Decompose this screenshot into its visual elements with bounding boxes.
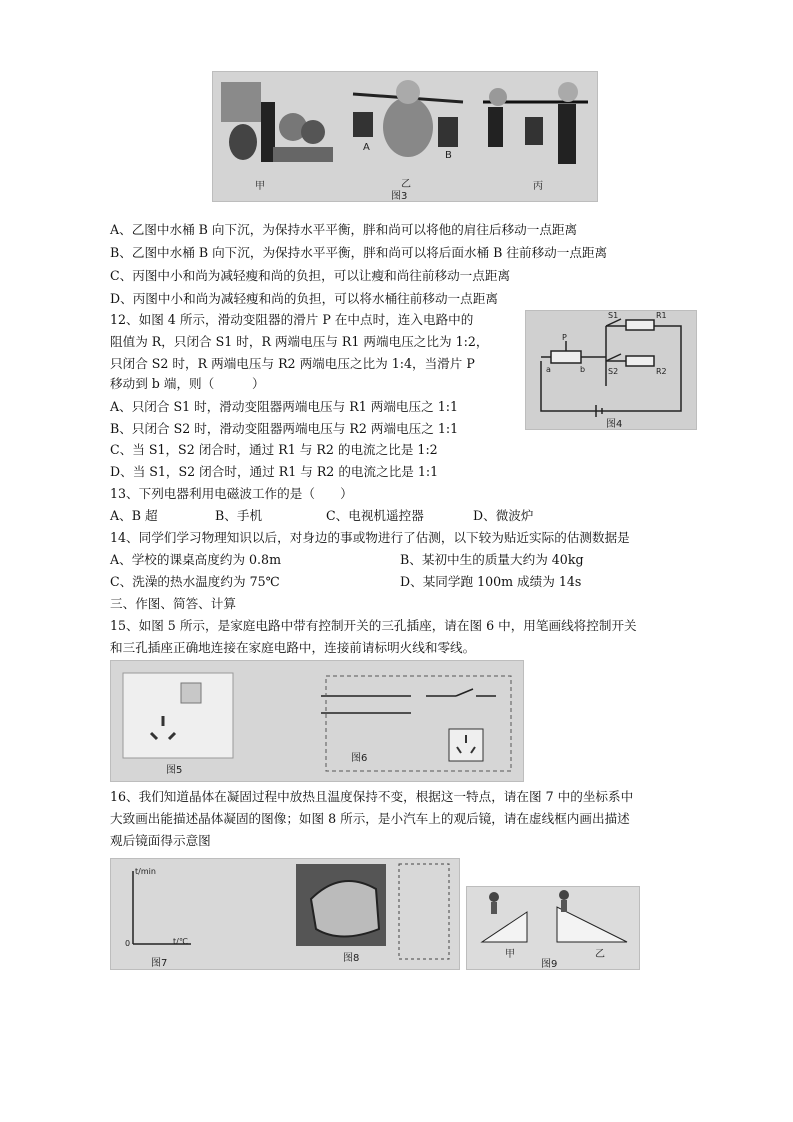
fig4-caption: 图4 — [606, 419, 623, 430]
fig5-caption: 图5 — [166, 765, 183, 776]
q12-option-c: C、当 S1，S2 闭合时，通过 R1 与 R2 的电流之比是 1:2 — [110, 442, 438, 457]
q12-option-d: D、当 S1，S2 闭合时，通过 R1 与 R2 的电流之比是 1:1 — [110, 464, 439, 479]
q15-line-1: 15、如图 5 所示，是家庭电路中带有控制开关的三孔插座，请在图 6 中，用笔画线将控制开关 — [110, 618, 637, 633]
q12-option-b: B、只闭合 S2 时，滑动变阻器两端电压与 R2 两端电压之 1:1 — [110, 421, 459, 436]
fig7-xlabel: t/℃ — [173, 937, 188, 946]
q13-option-c: C、电视机遥控器 — [326, 508, 424, 523]
fig3-label-a: A — [363, 142, 370, 153]
q13-option-d: D、微波炉 — [473, 508, 534, 523]
q13-option-a: A、B 超 — [110, 508, 158, 523]
q14-option-a: A、学校的课桌高度约为 0.8m — [110, 552, 282, 567]
fig3-label-yi: 乙 — [401, 179, 411, 190]
q11-option-d: D、丙图中小和尚为减轻瘦和尚的负担，可以将水桶往前移动一点距离 — [110, 291, 498, 306]
fig3-label-jia: 甲 — [255, 181, 265, 192]
fig4-label-s1: S1 — [608, 311, 619, 320]
q12-stem-line-1: 12、如图 4 所示，滑动变阻器的滑片 P 在中点时，连入电路中的 — [110, 312, 474, 327]
q12-stem-line-3: 只闭合 S2 时，R 两端电压与 R2 两端电压之比为 1:4，当滑片 P — [110, 356, 475, 371]
q16-line-1: 16、我们知道晶体在凝固过程中放热且温度保持不变，根据这一特点，请在图 7 中的坐标系中 — [110, 789, 634, 804]
q11-option-c: C、丙图中小和尚为减轻瘦和尚的负担，可以让瘦和尚往前移动一点距离 — [110, 268, 511, 283]
q14-option-d: D、某同学跑 100m 成绩为 14s — [400, 574, 582, 589]
fig7-ylabel: t/min — [135, 867, 156, 876]
figure-9 — [466, 886, 640, 970]
fig9-caption: 图9 — [541, 959, 558, 970]
fig9-label-yi: 乙 — [595, 949, 605, 960]
figure-3 — [212, 71, 598, 202]
fig3-label-bing: 丙 — [533, 181, 543, 192]
fig4-label-p: P — [562, 333, 567, 342]
figure-5-6 — [110, 660, 524, 782]
axes-and-mirror-diagram — [111, 859, 459, 969]
figure-7-8 — [110, 858, 460, 970]
fig7-caption: 图7 — [151, 958, 168, 969]
fig6-caption: 图6 — [351, 753, 368, 764]
fig4-label-b: b — [580, 365, 586, 374]
fig7-origin: 0 — [125, 939, 131, 948]
fig9-label-jia: 甲 — [505, 949, 515, 960]
fig3-label-b: B — [445, 150, 452, 161]
fig4-label-r1: R1 — [656, 311, 667, 320]
fig3-caption: 图3 — [391, 191, 408, 202]
q11-option-b: B、乙图中水桶 B 向下沉，为保持水平平衡，胖和尚可以将后面水桶 B 往前移动一点距离 — [110, 245, 608, 260]
q14-option-c: C、洗澡的热水温度约为 75℃ — [110, 574, 280, 589]
q13-option-b: B、手机 — [215, 508, 263, 523]
figure-4 — [525, 310, 697, 430]
q13-stem: 13、下列电器利用电磁波工作的是（ ） — [110, 486, 353, 501]
q11-option-a: A、乙图中水桶 B 向下沉，为保持水平平衡，胖和尚可以将他的肩往后移动一点距离 — [110, 222, 578, 237]
q12-stem-line-4: 移动到 b 端，则（ ） — [110, 376, 265, 391]
q12-stem-line-2: 阻值为 R，只闭合 S1 时，R 两端电压与 R1 两端电压之比为 1:2， — [110, 334, 489, 349]
section-3-heading: 三、作图、简答、计算 — [110, 596, 236, 611]
fig8-caption: 图8 — [343, 953, 360, 964]
q12-option-a: A、只闭合 S1 时，滑动变阻器两端电压与 R1 两端电压之 1:1 — [110, 399, 458, 414]
q16-line-2: 大致画出能描述晶体凝固的图像；如图 8 所示，是小汽车上的观后镜，请在虚线框内画出描述 — [110, 811, 630, 826]
fig4-label-a: a — [546, 365, 551, 374]
q15-line-2: 和三孔插座正确地连接在家庭电路中，连接前请标明火线和零线。 — [110, 640, 476, 655]
fig4-label-r2: R2 — [656, 367, 667, 376]
q14-stem: 14、同学们学习物理知识以后，对身边的事或物进行了估测，以下较为贴近实际的估测数据是 — [110, 530, 630, 545]
q14-option-b: B、某初中生的质量大约为 40kg — [400, 552, 584, 567]
fig4-label-s2: S2 — [608, 367, 619, 376]
q16-line-3: 观后镜面得示意图 — [110, 833, 211, 848]
